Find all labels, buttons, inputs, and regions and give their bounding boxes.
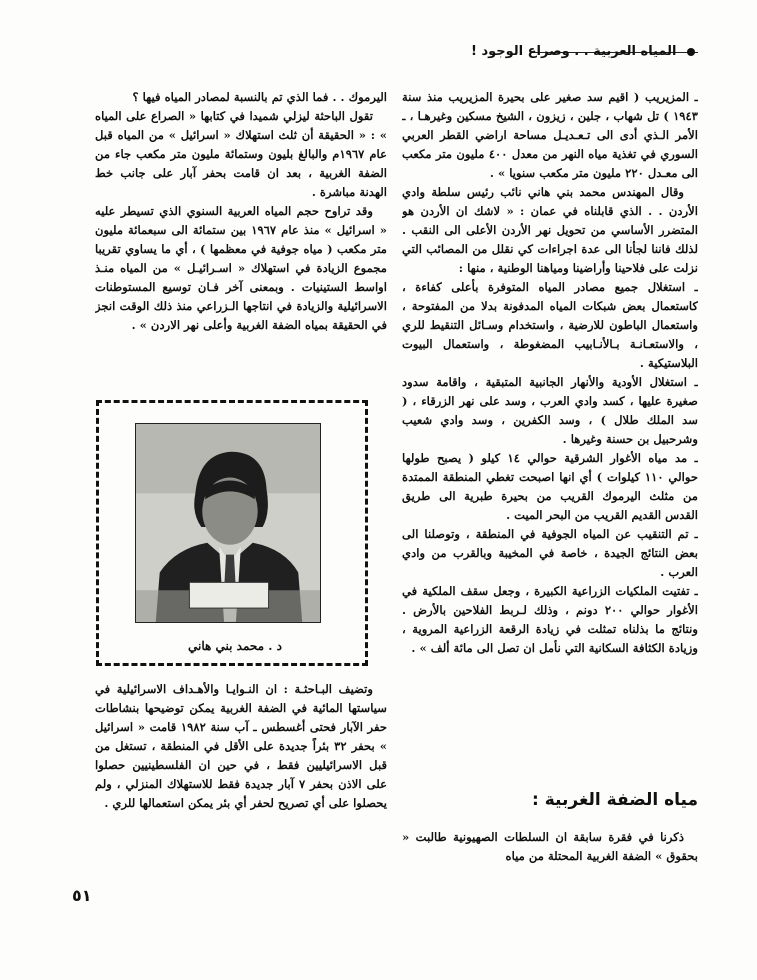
paragraph: وتضيف البـاحثـة : ان النـوايـا والأهـداف الاسرائيلية في سياستها المائية في الضفة الغربية يمكن توضيحها بنشاطات حفر الآبار فحتى أغسطس ـ آب سنة ١٩٨٢ قامت « اسرائيل » بحفر ٣٢ بئراً جديدة على الأقل في المنطقة ، تستغل من قبل الاسرائيليين فقط ، في حين ان الفلسطينيين حصلوا على الاذن بحفر ٧ آبار جديدة فقط للاستهلاك المنزلي ، ولم يحصلوا على أي تصريح لحفر أي بئر يمكن استعمالها للري . (95, 682, 387, 810)
section-heading: مياه الضفة الغربية : (532, 790, 698, 810)
paragraph: وقال المهندس محمد بني هاني نائب رئيس سلطة وادي الأردن . . الذي قابلناه في عمان : « لاشك ان الأردن هو المتضرر الأساسي من تحويل نهر الأردن الأعلى الى النقب . لذلك فاننا لجأنا الى عدة اجراءات كي نقلل من المصائب التي نزلت على فلاحينا وأراضينا ومياهنا الوطنية ، منها : (402, 185, 698, 275)
photo-frame (96, 400, 368, 666)
portrait-photo (135, 423, 321, 623)
paragraph: ذكرنا في فقرة سابقة ان السلطات الصهيونية طالبت « بحقوق » الضفة الغربية المحتلة من مياه (402, 830, 698, 863)
paragraph: اليرموك . . فما الذي تم بالنسبة لمصادر المياه فيها ؟ (132, 90, 387, 104)
running-header-title: المياه العربية . . وصراع الوجود ! (471, 44, 677, 59)
paragraph: ـ استغلال الأودية والأنهار الجانبية المتبقية ، واقامة سدود صغيرة عليها ، كسد وادي العرب ، وسد على نهر الزرقاء ، ( سد الملك طلال ) ، وسد الكفرين ، وسد وادي شعيب وشرحبيل بن حسنة وغيرها . (402, 375, 698, 446)
paragraph: ـ تفتيت الملكيات الزراعية الكبيرة ، وجعل سقف الملكية في الأغوار حوالي ٢٠٠ دونم ، وذلك لـربط الفلاحين بالأرض . ونتائج ما بذلناه تمثلت في زيادة الرقعة الزراعية المروية ، وزيادة الكثافة السكانية التي نأمل ان تصل الى مائة ألف » . (402, 584, 698, 655)
paragraph: ـ مد مياه الأغوار الشرقية حوالي ١٤ كيلو ( يصبح طولها حوالي ١١٠ كيلوات ) أي انها اصبحت تغطي المنطقة الممتدة من مثلث اليرموك القريب من بحيرة طبرية الى طريق القدس القديم القريب من البحر الميت . (402, 451, 698, 522)
page-number: ٥١ (72, 886, 92, 905)
paragraph: وقد تراوح حجم المياه العربية السنوي الذي تسيطر عليه « اسرائيل » منذ عام ١٩٦٧ بين ستمائة الى سبعمائة مليون متر مكعب ( مياه جوفية في معظمها ) ، أي ما يساوي تقريبا مجموع الزيادة في استهلاك « اسـرائيـل » من المياه منـذ اواسط الستينيات . وبمعنى آخر فـان توسيع المستوطنات الاسرائيلية والزيادة في انتاجها الـزراعي منذ ذلك الوقت انجز في الحقيقة بمياه الضفة الغربية وأعلى نهر الاردن » . (95, 204, 387, 332)
left-column-bottom (95, 680, 387, 900)
right-column (402, 88, 698, 778)
portrait-image (136, 424, 320, 622)
bullet-icon (687, 48, 695, 56)
photo-caption: د . محمد بني هاني (188, 639, 282, 653)
paragraph: تقول الباحثة ليزلي شميدا في كتابها « الصراع على المياه » : « الحقيقة أن ثلث استهلاك « اسرائيل » من المياه قبل عام ١٩٦٧م والبالغ بليون وستمائة مليون متر مكعب جاء من الضفة الغربية ، بعد ان قامت بحفر آبار على جانب خط الهدنة مباشرة . (95, 109, 387, 199)
paragraph: ـ تم التنقيب عن المياه الجوفية في المنطقة ، وتوصلنا الى بعض النتائج الجيدة ، خاصة في المخيبة وبالقرب من وادي العرب . (402, 527, 698, 579)
section-paragraph-block (402, 828, 698, 884)
paragraph: ـ استغلال جميع مصادر المياه المتوفرة بأعلى كفاءة ، كاستعمال بعض شبكات المياه المدفونة بدلا من المفتوحة ، واستعمال الباطون للارضية ، واستخدام وسـائل التنقيط للري ، والاستعـانـة بـالأنـابيب المضغوطة ، واستعمال البيوت البلاستيكية . (402, 280, 698, 370)
paragraph: ـ المزيريب ( اقيم سد صغير على بحيرة المزيريب منذ سنة ١٩٤٣ ) تل شهاب ، جلين ، زيزون ، الشيخ مسكين وغيرهـا ، ـ الأمر الـذي أدى الى تـعـديـل مساحة اراضي القطر العربي السوري في تغذية مياه النهر من معدل ٤٠٠ مليون متر مكعب الى معـدل ٢٢٠ مليون متر مكعب سنويا » . (402, 90, 698, 180)
left-column-top (95, 88, 387, 388)
running-header (245, 44, 695, 68)
